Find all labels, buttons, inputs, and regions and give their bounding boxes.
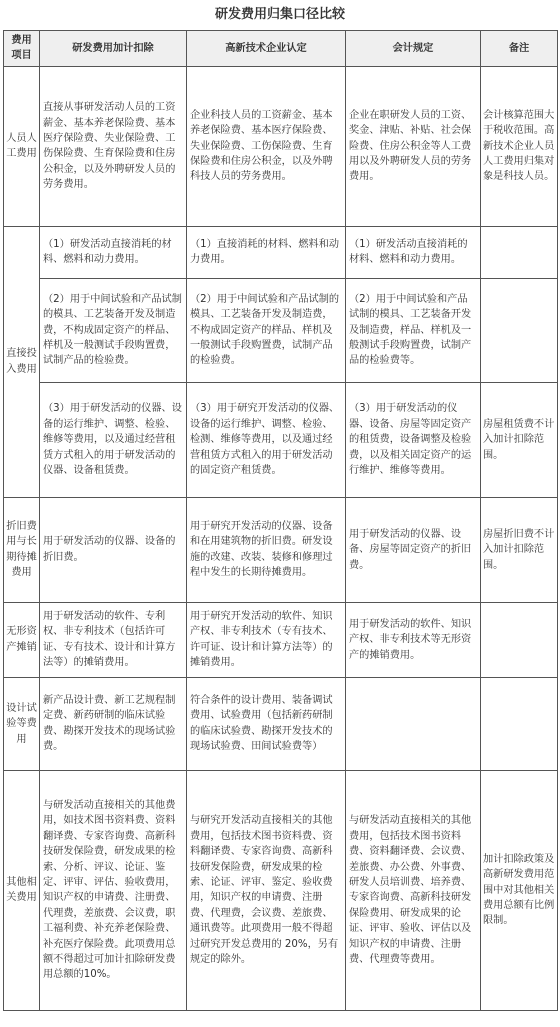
header-hightech: 高新技术企业认定 xyxy=(187,31,346,67)
comparison-table xyxy=(3,30,558,1011)
cell-hightech: （3）用于研究开发活动的仪器、设备的运行维护、调整、检验、检测、维修等费用，以及通过经营租赁方式租入的用于研发活动的固定资产租赁费。 xyxy=(187,382,346,497)
row-category-direct-input: 直接投入费用 xyxy=(4,226,40,497)
cell-deduction: 新产品设计费、新工艺规程制定费、新药研制的临床试验费、勘探开发技术的现场试验费。 xyxy=(40,677,187,770)
cell-deduction: （3）用于研发活动的仪器、设备的运行维护、调整、检验、维修等费用，以及通过经营租赁方式租入的用于研发活动的仪器、设备租赁费。 xyxy=(40,382,187,497)
table-row xyxy=(4,770,558,1010)
table-row xyxy=(4,278,558,382)
table-row xyxy=(4,226,558,278)
cell-hightech: 符合条件的设计费用、装备调试费用、试验费用（包括新药研制的临床试验费、勘探开发技术的现场试验费、田间试验费等） xyxy=(187,677,346,770)
cell-accounting xyxy=(346,677,481,770)
cell-note xyxy=(481,278,558,382)
row-category-design-test: 设计试验等费用 xyxy=(4,677,40,770)
cell-accounting: 用于研发活动的软件、知识产权、非专利技术等无形资产的摊销费用。 xyxy=(346,602,481,677)
cell-hightech: （1）直接消耗的材料、燃料和动力费用。 xyxy=(187,226,346,278)
cell-deduction: 直接从事研发活动人员的工资薪金、基本养老保险费、基本医疗保险费、失业保险费、工伤保险费、生育保险费和住房公积金，以及外聘研发人员的劳务费用。 xyxy=(40,66,187,226)
header-note: 备注 xyxy=(481,31,558,67)
table-header-row xyxy=(4,31,558,67)
row-category-depreciation: 折旧费用与长期待摊费用 xyxy=(4,497,40,602)
row-category-personnel: 人员人工费用 xyxy=(4,66,40,226)
header-expense-item: 费用项目 xyxy=(4,31,40,67)
cell-note xyxy=(481,677,558,770)
cell-note: 房屋折旧费不计入加计扣除范围。 xyxy=(481,497,558,602)
cell-hightech: 与研究开发活动直接相关的其他费用，包括技术图书资料费、资料翻译费、专家咨询费、高新科技研发保险费，研发成果的检索、论证、评审、鉴定、验收费用，知识产权的申请费、注册费、代理费，会议费、差旅费、通讯费等。此项费用一般不得超过研究开发总费用的 20%，另有规定的除外。 xyxy=(187,770,346,1010)
cell-note: 加计扣除政策及高新研发费用范围中对其他相关费用总额有比例限制。 xyxy=(481,770,558,1010)
cell-hightech: （2）用于中间试验和产品试制的模具、工艺装备开发及制造费，不构成固定资产的样品、样机及一般测试手段购置费，试制产品的检验费。 xyxy=(187,278,346,382)
cell-hightech: 企业科技人员的工资薪金、基本养老保险费、基本医疗保险费、失业保险费、工伤保险费、生育保险费和住房公积金，以及外聘科技人员的劳务费用。 xyxy=(187,66,346,226)
cell-deduction: 与研发活动直接相关的其他费用，如技术图书资料费、资料翻译费、专家咨询费、高新科技研发保险费，研发成果的检索、分析、评议、论证、鉴定、评审、评估、验收费用，知识产权的申请费、注册费、代理费，差旅费、会议费，职工福利费、补充养老保险费、补充医疗保险费。此项费用总额不得超过可加计扣除研发费用总额的10%。 xyxy=(40,770,187,1010)
table-row xyxy=(4,66,558,226)
cell-deduction: 用于研发活动的仪器、设备的折旧费。 xyxy=(40,497,187,602)
table-row xyxy=(4,382,558,497)
table-row xyxy=(4,497,558,602)
row-category-amortization: 无形资产摊销 xyxy=(4,602,40,677)
cell-accounting: （3）用于研发活动的仪器、设备、房屋等固定资产的租赁费，设备调整及检验费，以及相关固定资产的运行维护、维修等费用。 xyxy=(346,382,481,497)
table-row xyxy=(4,677,558,770)
header-deduction: 研发费用加计扣除 xyxy=(40,31,187,67)
cell-note: 会计核算范围大于税收范围。高新技术企业人员人工费用归集对象是科技人员。 xyxy=(481,66,558,226)
cell-accounting: （2）用于中间试验和产品试制的模具、工艺装备开发及制造费，样品、样机及一般测试手段购置费，试制产品的检验费等。 xyxy=(346,278,481,382)
cell-hightech: 用于研究开发活动的软件、知识产权、非专利技术（专有技术、许可证、设计和计算方法等）的摊销费用。 xyxy=(187,602,346,677)
cell-accounting: 与研发活动直接相关的其他费用，包括技术图书资料费、资料翻译费、会议费、差旅费、办公费、外事费、研发人员培训费、培养费、专家咨询费、高新科技研发保险费用、研发成果的论证、评审、验收、评估以及知识产权的申请费、注册费、代理费等费用。 xyxy=(346,770,481,1010)
cell-note xyxy=(481,226,558,278)
header-accounting: 会计规定 xyxy=(346,31,481,67)
table-row xyxy=(4,602,558,677)
cell-accounting: 用于研发活动的仪器、设备、房屋等固定资产的折旧费。 xyxy=(346,497,481,602)
cell-note xyxy=(481,602,558,677)
cell-deduction: （2）用于中间试验和产品试制的模具、工艺装备开发及制造费，不构成固定资产的样品、样机及一般测试手段购置费，试制产品的检验费。 xyxy=(40,278,187,382)
cell-hightech: 用于研究开发活动的仪器、设备和在用建筑物的折旧费。研发设施的改建、改装、装修和修理过程中发生的长期待摊费用。 xyxy=(187,497,346,602)
cell-accounting: （1）研发活动直接消耗的材料、燃料和动力费用。 xyxy=(346,226,481,278)
cell-deduction: （1）研发活动直接消耗的材料、燃料和动力费用。 xyxy=(40,226,187,278)
cell-note: 房屋租赁费不计入加计扣除范围。 xyxy=(481,382,558,497)
cell-accounting: 企业在职研发人员的工资、奖金、津贴、补贴、社会保险费、住房公积金等人工费用以及外聘研发人员的劳务费用。 xyxy=(346,66,481,226)
cell-deduction: 用于研发活动的软件、专利权、非专利技术（包括许可证、专有技术、设计和计算方法等）的摊销费用。 xyxy=(40,602,187,677)
row-category-other: 其他相关费用 xyxy=(4,770,40,1010)
page-title: 研发费用归集口径比较 xyxy=(214,7,345,22)
